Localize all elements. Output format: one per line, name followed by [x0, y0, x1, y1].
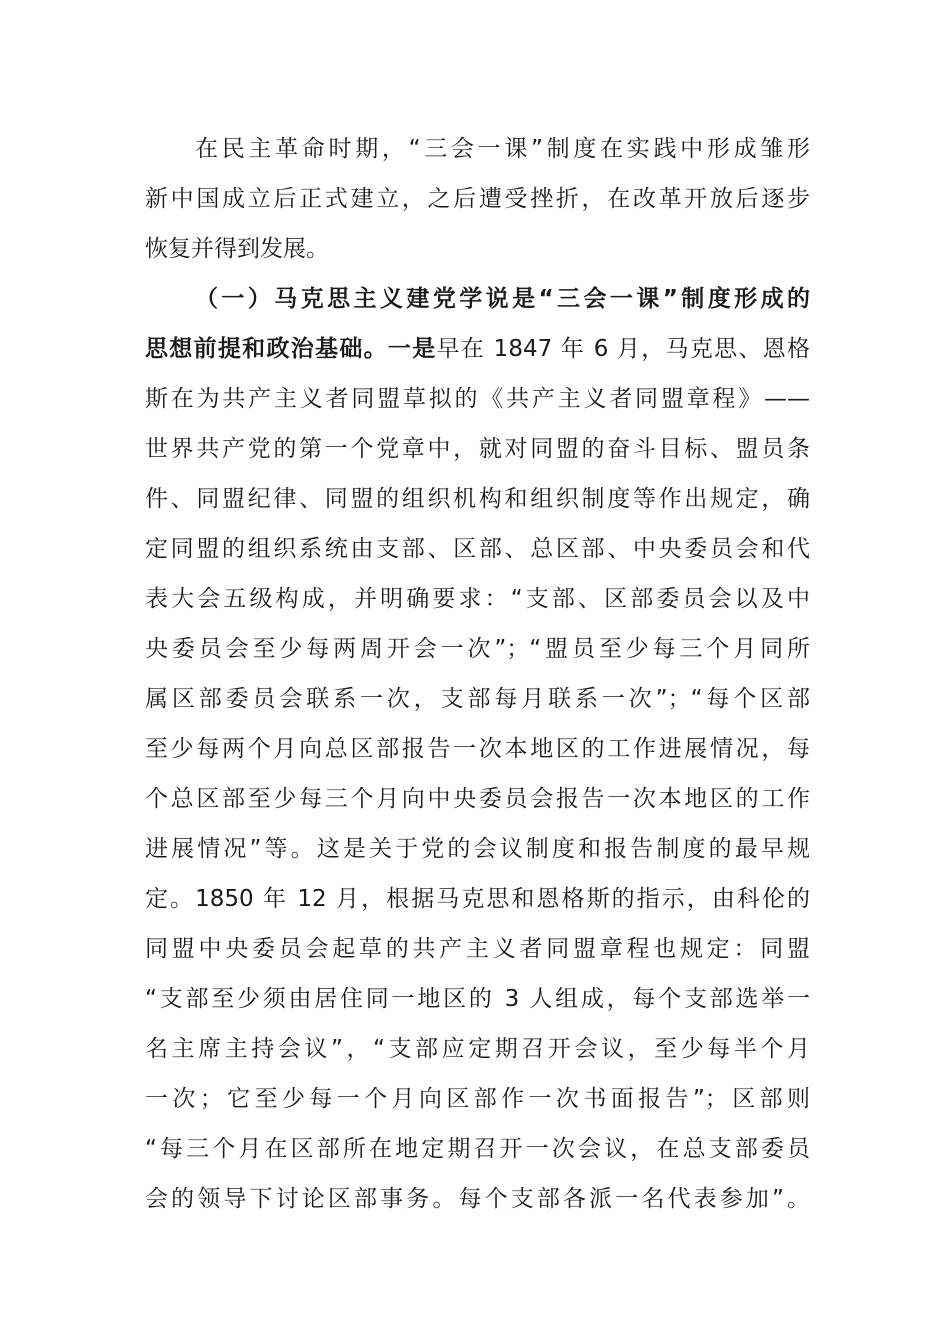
paragraph-2-line-10: 进展情况”等。这是关于党的会议制度和报告制度的最早规: [145, 836, 810, 862]
section-heading-line-2: [145, 324, 810, 374]
section-body-start-text: 早在 1847 年 6 月，马克思、恩格: [436, 336, 810, 362]
paragraph-2-line-4: 定同盟的组织系统由支部、区部、总区部、中央委员会和代: [145, 536, 810, 562]
paragraph-2-line-17: 会的领导下讨论区部事务。每个支部各派一名代表参加”。: [145, 1186, 810, 1212]
paragraph-2-line-16: “每三个月在区部所在地定期召开一次会议，在总支部委员: [145, 1136, 810, 1162]
paragraph-1-line-2: 新中国成立后正式建立，之后遭受挫折，在改革开放后逐步: [145, 186, 810, 212]
paragraph-2-line-15: 一次；它至少每一个月向区部作一次书面报告”；区部则: [145, 1086, 810, 1112]
paragraph-2-line-5: 表大会五级构成，并明确要求：“支部、区部委员会以及中: [145, 586, 810, 612]
paragraph-1-line-1: 在民主革命时期，“三会一课”制度在实践中形成雏形: [195, 136, 810, 162]
paragraph-2-line-9: 个总区部至少每三个月向中央委员会报告一次本地区的工作: [145, 786, 810, 812]
paragraph-2-line-11: 定。1850 年 12 月，根据马克思和恩格斯的指示，由科伦的: [145, 886, 810, 912]
paragraph-2-line-3: 件、同盟纪律、同盟的组织机构和组织制度等作出规定，确: [145, 486, 810, 512]
paragraph-2-line-13: “支部至少须由居住同一地区的 3 人组成，每个支部选举一: [145, 986, 810, 1012]
section-heading-line-1: （一）马克思主义建党学说是“三会一课”制度形成的: [195, 286, 810, 312]
paragraph-2-line-6: 央委员会至少每两周开会一次”；“盟员至少每三个月同所: [145, 636, 810, 662]
paragraph-2-line-14: 名主席主持会议”，“支部应定期召开会议，至少每半个月: [145, 1036, 810, 1062]
paragraph-2-line-8: 至少每两个月向总区部报告一次本地区的工作进展情况，每: [145, 736, 810, 762]
section-heading-bold-text: 思想前提和政治基础。一是: [145, 336, 437, 362]
paragraph-2-line-1: 斯在为共产主义者同盟草拟的《共产主义者同盟章程》——: [145, 386, 810, 412]
paragraph-2-line-2: 世界共产党的第一个党章中，就对同盟的奋斗目标、盟员条: [145, 436, 810, 462]
paragraph-1-line-3: 恢复并得到发展。: [145, 236, 329, 262]
paragraph-2-line-7: 属区部委员会联系一次，支部每月联系一次”；“每个区部: [145, 686, 810, 712]
paragraph-2-line-12: 同盟中央委员会起草的共产主义者同盟章程也规定：同盟: [145, 936, 810, 962]
